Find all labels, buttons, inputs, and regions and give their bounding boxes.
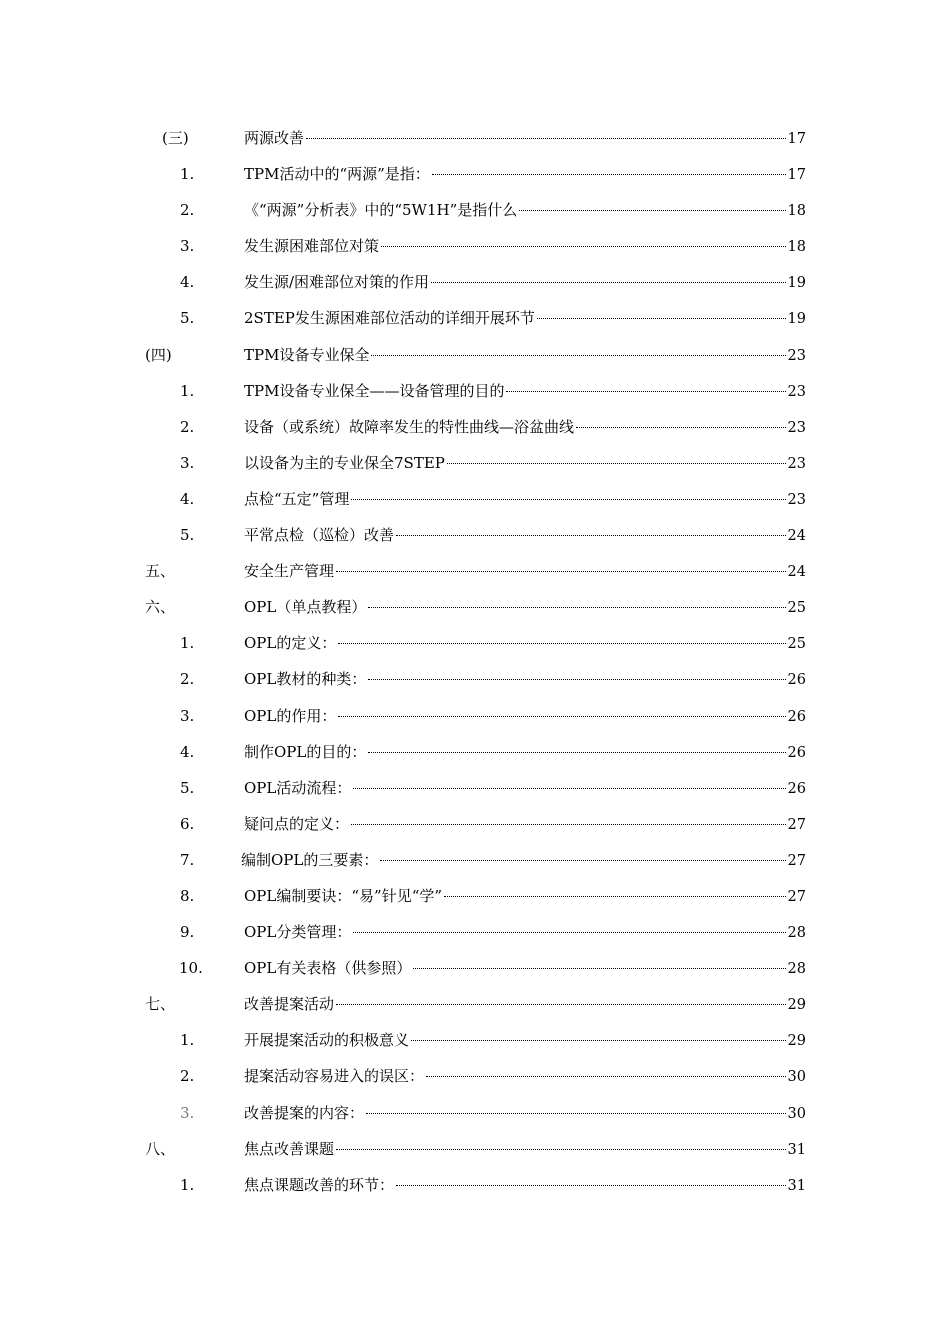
toc-entry-page: 30: [787, 1069, 806, 1086]
toc-entry-line: [244, 1095, 806, 1132]
dot-leader: [368, 751, 785, 753]
toc-entry[interactable]: [0, 517, 950, 553]
toc-entry-page: 23: [787, 419, 806, 436]
toc-entry-number: 1.: [180, 634, 195, 653]
toc-entry-number: 3.: [180, 1103, 195, 1122]
dot-leader: [351, 498, 785, 500]
toc-entry-page: 19: [787, 311, 806, 328]
toc-entry-number: 1.: [180, 381, 195, 400]
toc-entry-title: TPM设备专业保全: [244, 345, 370, 364]
dot-leader: [351, 823, 786, 825]
toc-entry-number: 4.: [180, 742, 195, 761]
toc-entry-number: 7.: [180, 850, 195, 869]
toc-entry-number: 1.: [180, 165, 195, 184]
toc-entry-number: 1.: [180, 1175, 195, 1194]
toc-entry-title: TPM活动中的“两源”是指：: [244, 165, 430, 184]
toc-entry-page: 27: [787, 852, 806, 869]
toc-entry-page: 31: [787, 1177, 806, 1194]
toc-entry-title: 以设备为主的专业保全7STEP: [244, 453, 445, 472]
dot-leader: [366, 1112, 786, 1114]
toc-entry-line: [244, 553, 806, 590]
toc-entry-page: 29: [787, 997, 806, 1014]
toc-entry-number: 1.: [180, 1031, 195, 1050]
toc-entry-title: 改善提案的内容：: [244, 1103, 365, 1122]
toc-entry[interactable]: [0, 1131, 950, 1167]
toc-entry[interactable]: [0, 264, 950, 300]
toc-entry-title: 改善提案活动: [244, 995, 335, 1014]
toc-entry-page: 28: [787, 961, 806, 978]
toc-entry-number: 6.: [180, 814, 195, 833]
toc-entry-number: 5.: [180, 309, 195, 328]
toc-entry[interactable]: [0, 734, 950, 770]
dot-leader: [432, 173, 786, 175]
toc-entry-title: 发生源困难部位对策: [244, 237, 380, 256]
toc-entry-line: [244, 878, 806, 915]
toc-entry-line: [244, 770, 806, 807]
dot-leader: [426, 1075, 786, 1077]
dot-leader: [336, 1003, 786, 1005]
toc-entry-title: 焦点课题改善的环节：: [244, 1175, 395, 1194]
dot-leader: [338, 715, 785, 717]
toc-entry-page: 23: [787, 455, 806, 472]
toc-entry-title: 制作OPL的目的：: [244, 742, 367, 761]
dot-leader: [576, 426, 786, 428]
dot-leader: [353, 931, 785, 933]
toc-entry-line: [244, 734, 806, 771]
toc-entry-page: 26: [787, 672, 806, 689]
toc-entry-page: 26: [787, 780, 806, 797]
toc-entry-title: OPL活动流程：: [244, 778, 352, 797]
toc-entry-number: 2.: [180, 417, 195, 436]
toc-entry[interactable]: [0, 986, 950, 1022]
toc-entry-title: 设备（或系统）故障率发生的特性曲线—浴盆曲线: [244, 417, 575, 436]
toc-entry[interactable]: [0, 770, 950, 806]
dot-leader: [371, 354, 785, 356]
toc-entry-line: [241, 842, 806, 879]
toc-entry[interactable]: [0, 409, 950, 445]
toc-entry-line: [244, 120, 806, 157]
toc-entry-title: OPL分类管理：: [244, 923, 352, 942]
toc-entry-number: 八、: [145, 1139, 176, 1158]
dot-leader: [396, 534, 786, 536]
toc-entry-number: 10.: [179, 959, 203, 978]
toc-entry-line: [244, 698, 806, 735]
toc-entry-title: 点检“五定”管理: [244, 489, 350, 508]
toc-entry-page: 18: [787, 203, 806, 220]
dot-leader: [444, 895, 786, 897]
toc-entry-page: 27: [787, 816, 806, 833]
toc-entry-line: [244, 589, 806, 626]
dot-leader: [368, 678, 785, 680]
toc-entry-line: [244, 373, 806, 410]
toc-entry[interactable]: [0, 1022, 950, 1058]
dot-leader: [353, 787, 785, 789]
toc-entry-page: 23: [787, 347, 806, 364]
toc-entry-number: (三): [162, 129, 189, 147]
toc-entry-page: 26: [787, 744, 806, 761]
toc-entry-line: [244, 1022, 806, 1059]
toc-entry[interactable]: [0, 625, 950, 661]
toc-entry-page: 30: [787, 1105, 806, 1122]
toc-entry-line: [244, 337, 806, 374]
toc-entry-title: 安全生产管理: [244, 562, 335, 581]
toc-entry[interactable]: [0, 445, 950, 481]
toc-entry[interactable]: [0, 878, 950, 914]
toc-entry-line: [244, 1167, 806, 1204]
toc-entry-number: 4.: [180, 273, 195, 292]
dot-leader: [447, 462, 786, 464]
toc-entry-title: 2STEP发生源困难部位活动的详细开展环节: [244, 309, 535, 328]
toc-entry[interactable]: [0, 589, 950, 625]
toc-entry-number: 六、: [145, 598, 176, 617]
toc-entry-page: 23: [787, 491, 806, 508]
toc-entry-number: (四): [145, 345, 172, 364]
dot-leader: [396, 1184, 786, 1186]
toc-entry-line: [244, 481, 806, 518]
toc-entry-number: 3.: [180, 453, 195, 472]
dot-leader: [380, 859, 785, 861]
toc-entry[interactable]: [0, 337, 950, 373]
toc-entry-title: OPL的作用：: [244, 706, 337, 725]
toc-entry-page: 24: [787, 528, 806, 545]
toc-entry[interactable]: [0, 481, 950, 517]
toc-entry-number: 8.: [180, 886, 195, 905]
dot-leader: [381, 245, 786, 247]
toc-entry-line: [244, 517, 806, 554]
toc-entry-line: [244, 445, 806, 482]
toc-entry-page: 31: [787, 1141, 806, 1158]
toc-entry-number: 五、: [145, 562, 176, 581]
toc-entry[interactable]: [0, 120, 950, 156]
table-of-contents: [0, 120, 950, 1203]
toc-entry-line: [244, 1058, 806, 1095]
toc-entry-line: [244, 192, 806, 229]
dot-leader: [413, 967, 785, 969]
toc-entry-line: [244, 264, 806, 301]
dot-leader: [306, 137, 786, 139]
toc-entry[interactable]: [0, 192, 950, 228]
toc-entry-line: [244, 625, 806, 662]
toc-entry-number: 3.: [180, 706, 195, 725]
toc-entry-page: 23: [787, 383, 806, 400]
toc-entry[interactable]: [0, 1167, 950, 1203]
toc-entry-title: TPM设备专业保全——设备管理的目的: [244, 381, 505, 400]
toc-entry-line: [244, 300, 806, 337]
toc-entry-page: 24: [787, 564, 806, 581]
toc-entry-number: 3.: [180, 237, 195, 256]
toc-entry-line: [244, 914, 806, 951]
toc-entry-title: 提案活动容易进入的误区：: [244, 1067, 425, 1086]
toc-entry-number: 4.: [180, 489, 195, 508]
toc-entry[interactable]: [0, 156, 950, 192]
toc-entry-title: OPL的定义：: [244, 634, 337, 653]
toc-entry-line: [244, 156, 806, 193]
toc-entry-line: [244, 1131, 806, 1168]
toc-entry-title: 编制OPL的三要素：: [241, 850, 379, 869]
toc-entry-number: 5.: [180, 778, 195, 797]
toc-entry-title: OPL编制要诀：“易”针见“学”: [244, 886, 443, 905]
dot-leader: [431, 281, 785, 283]
toc-entry-number: 2.: [180, 1067, 195, 1086]
toc-entry[interactable]: [0, 950, 950, 986]
toc-entry-page: 27: [787, 888, 806, 905]
toc-entry-number: 2.: [180, 201, 195, 220]
toc-entry[interactable]: [0, 914, 950, 950]
toc-entry-number: 七、: [145, 995, 176, 1014]
toc-entry-page: 17: [787, 131, 806, 147]
toc-entry-page: 19: [787, 275, 806, 292]
toc-entry-page: 26: [787, 708, 806, 725]
toc-entry[interactable]: [0, 698, 950, 734]
toc-entry-title: 平常点检（巡检）改善: [244, 526, 395, 545]
toc-entry[interactable]: [0, 1058, 950, 1094]
dot-leader: [537, 317, 786, 319]
dot-leader: [411, 1039, 786, 1041]
toc-entry-title: OPL教材的种类：: [244, 670, 367, 689]
toc-entry-title: 焦点改善课题: [244, 1139, 335, 1158]
toc-entry[interactable]: [0, 806, 950, 842]
toc-entry-line: [244, 228, 806, 265]
toc-entry-page: 18: [787, 239, 806, 256]
dot-leader: [506, 390, 785, 392]
toc-entry-line: [244, 806, 806, 843]
toc-entry-title: OPL有关表格（供参照）: [244, 959, 412, 978]
toc-entry-line: [244, 950, 806, 987]
dot-leader: [336, 570, 786, 572]
toc-entry-title: 发生源/困难部位对策的作用: [244, 273, 430, 292]
toc-entry-page: 28: [787, 925, 806, 942]
dot-leader: [519, 209, 785, 211]
toc-entry[interactable]: [0, 300, 950, 336]
toc-entry[interactable]: [0, 1095, 950, 1131]
toc-entry[interactable]: [0, 553, 950, 589]
toc-entry-title: 《“两源”分析表》中的“5W1H”是指什么: [244, 201, 518, 220]
toc-entry-line: [244, 986, 806, 1023]
dot-leader: [338, 642, 785, 644]
toc-entry-page: 25: [787, 600, 806, 617]
toc-entry-number: 2.: [180, 670, 195, 689]
toc-entry[interactable]: [0, 842, 950, 878]
toc-entry-title: 开展提案活动的积极意义: [244, 1031, 410, 1050]
toc-entry[interactable]: [0, 661, 950, 697]
toc-entry-title: OPL（单点教程）: [244, 598, 367, 617]
toc-entry-line: [244, 409, 806, 446]
toc-entry-page: 17: [787, 167, 806, 184]
toc-entry-number: 5.: [180, 526, 195, 545]
toc-entry-page: 29: [787, 1033, 806, 1050]
toc-entry[interactable]: [0, 228, 950, 264]
dot-leader: [368, 606, 785, 608]
toc-entry[interactable]: [0, 373, 950, 409]
toc-entry-number: 9.: [180, 923, 195, 942]
dot-leader: [336, 1148, 786, 1150]
toc-entry-line: [244, 661, 806, 698]
toc-entry-page: 25: [787, 636, 806, 653]
toc-entry-title: 两源改善: [244, 129, 305, 147]
toc-entry-title: 疑问点的定义：: [244, 814, 350, 833]
